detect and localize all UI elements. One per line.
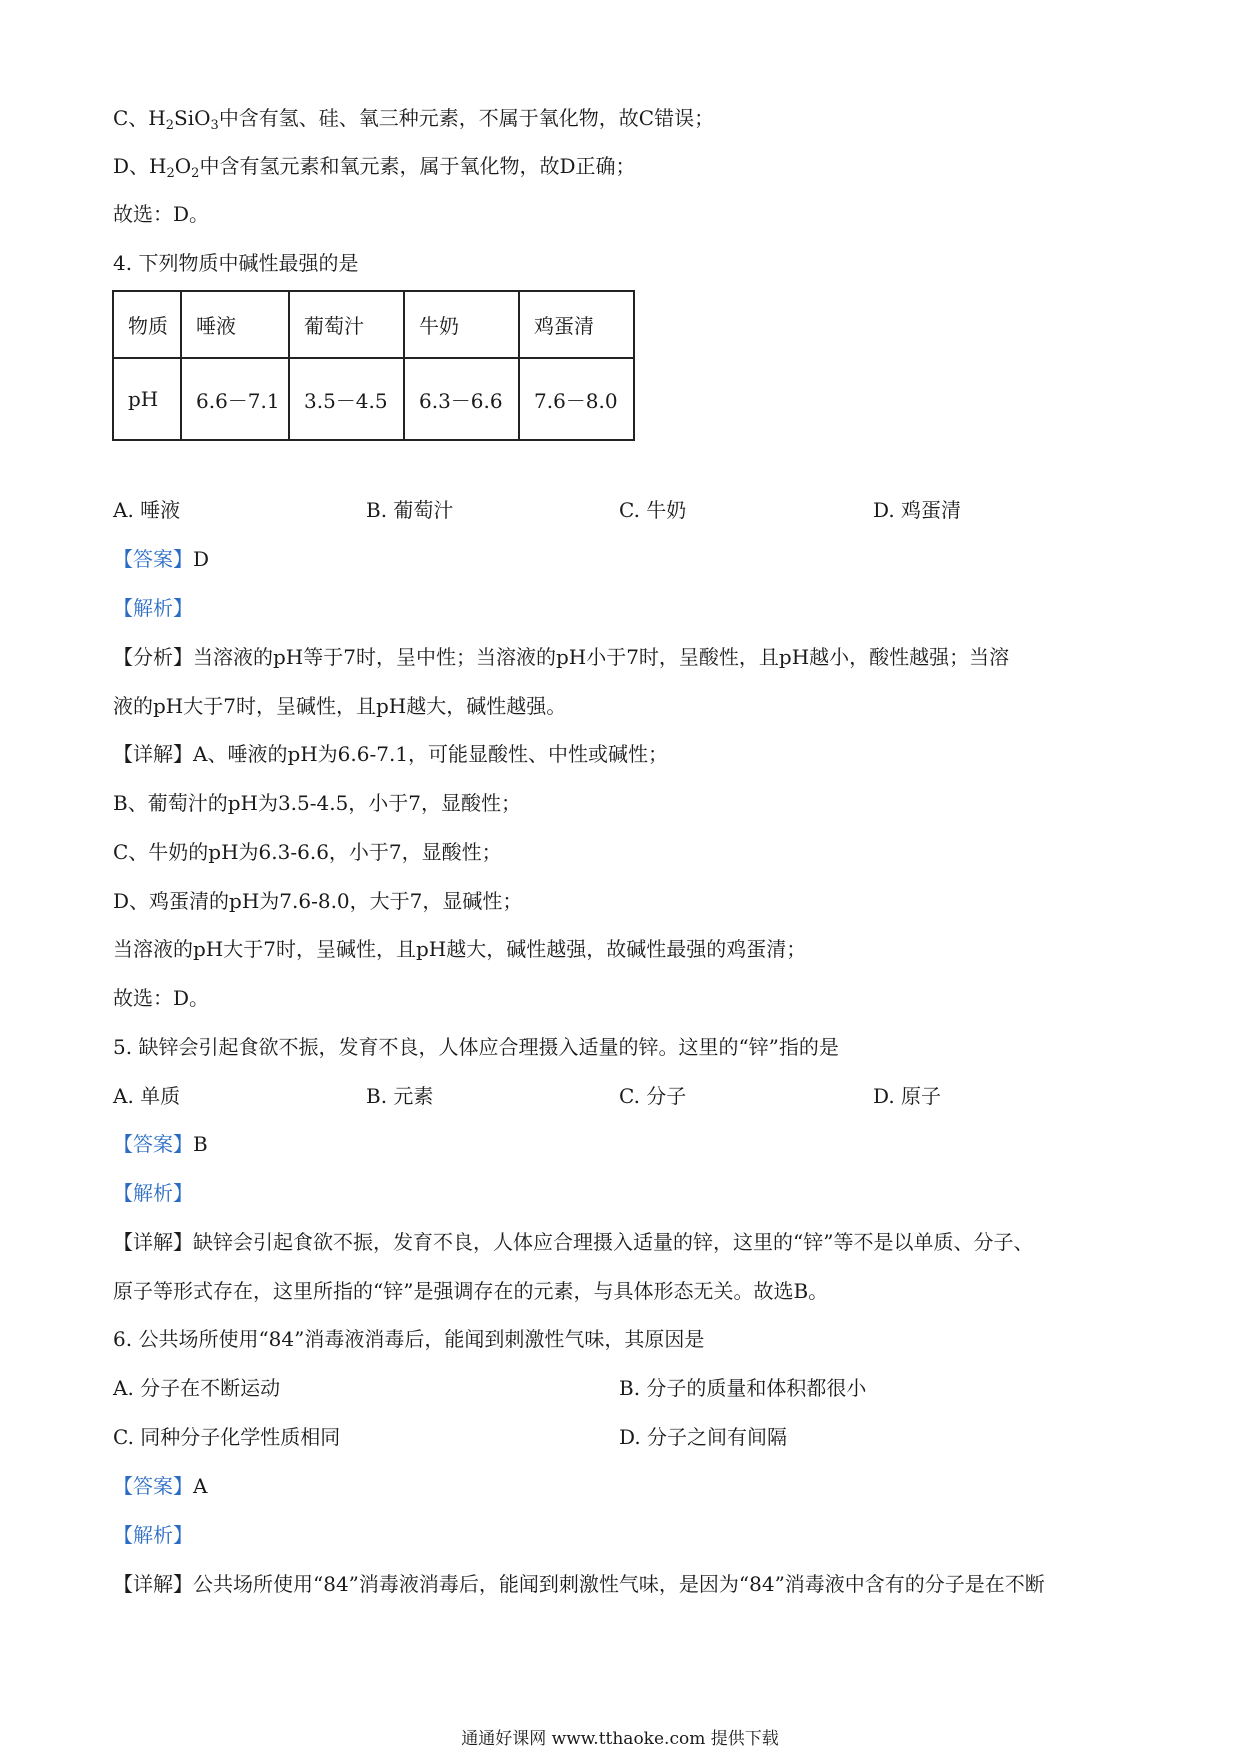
table-cell: 物质 [113,291,181,358]
page-footer: 通通好课网 www.tthaoke.com 提供下载 [461,1729,779,1749]
table-row [113,358,634,440]
question-4: 4. 下列物质中碱性最强的是 [113,251,359,275]
q6-option-b: B. 分子的质量和体积都很小 [619,1376,867,1400]
q6-option-a: A. 分子在不断运动 [113,1376,281,1400]
q6-option-c: C. 同种分子化学性质相同 [113,1425,341,1449]
question-6: 6. 公共场所使用“84”消毒液消毒后，能闻到刺激性气味，其原因是 [113,1327,705,1351]
q4-detail-line-4: D、鸡蛋清的pH为7.6-8.0，大于7，显碱性； [113,889,523,913]
q4-option-c: C. 牛奶 [619,498,687,522]
q4-option-b: B. 葡萄汁 [366,498,454,522]
q5-option-d: D. 原子 [873,1084,942,1108]
q4-detail-line-1: 【详解】A、唾液的pH为6.6-7.1，可能显酸性、中性或碱性； [113,742,669,766]
q4-detail-line-3: C、牛奶的pH为6.3-6.6，小于7，显酸性； [113,840,502,864]
ph-table [112,290,635,441]
analysis-line-d: D、$H_2O_2$中含有氢元素和氧元素，属于氧化物，故D正确； [113,154,636,181]
q4-fenxi-line-2: 液的pH大于7时，呈碱性，且pH越大，碱性越强。 [113,694,567,718]
q4-option-d: D. 鸡蛋清 [873,498,962,522]
q6-detail-line-1: 【详解】公共场所使用“84”消毒液消毒后，能闻到刺激性气味，是因为“84”消毒液中含有的分子是在不断 [113,1572,1045,1596]
q3-select-line: 故选：D。 [113,202,210,226]
q4-answer: 【答案】D [113,547,210,571]
q5-option-a: A. 单质 [113,1084,181,1108]
q4-select-line: 故选：D。 [113,986,210,1010]
table-cell: 鸡蛋清 [519,291,634,358]
q4-analysis-heading: 【解析】 [113,596,193,620]
table-cell: 唾液 [181,291,289,358]
table-cell: 6.6－7.1 [181,358,289,440]
q4-detail-line-2: B、葡萄汁的pH为3.5-4.5，小于7，显酸性； [113,791,522,815]
table-cell: 牛奶 [404,291,519,358]
q5-answer: 【答案】B [113,1132,208,1156]
q5-detail-line-2: 原子等形式存在，这里所指的“锌”是强调存在的元素，与具体形态无关。故选B。 [113,1279,829,1303]
question-5: 5. 缺锌会引起食欲不振，发育不良，人体应合理摄入适量的锌。这里的“锌”指的是 [113,1035,839,1059]
table-cell: 葡萄汁 [289,291,404,358]
q5-option-b: B. 元素 [366,1084,434,1108]
q4-option-a: A. 唾液 [113,498,181,522]
q6-analysis-heading: 【解析】 [113,1523,193,1547]
q5-option-c: C. 分子 [619,1084,687,1108]
q5-detail-line-1: 【详解】缺锌会引起食欲不振，发育不良，人体应合理摄入适量的锌，这里的“锌”等不是以单质、分子、 [113,1230,1034,1254]
table-cell: 3.5－4.5 [289,358,404,440]
q6-answer: 【答案】A [113,1474,208,1498]
q6-option-d: D. 分子之间有间隔 [619,1425,788,1449]
table-cell: pH [113,358,181,440]
q4-fenxi-line-1: 【分析】当溶液的pH等于7时，呈中性；当溶液的pH小于7时，呈酸性，且pH越小，酸性越强；当溶 [113,645,1010,669]
analysis-line-c: C、$H_2SiO_3$中含有氢、硅、氧三种元素，不属于氧化物，故C错误； [113,106,715,133]
table-cell: 6.3－6.6 [404,358,519,440]
q5-analysis-heading: 【解析】 [113,1181,193,1205]
table-cell: 7.6－8.0 [519,358,634,440]
q4-detail-line-5: 当溶液的pH大于7时，呈碱性，且pH越大，碱性越强，故碱性最强的鸡蛋清； [113,937,807,961]
table-header-row [113,291,634,358]
